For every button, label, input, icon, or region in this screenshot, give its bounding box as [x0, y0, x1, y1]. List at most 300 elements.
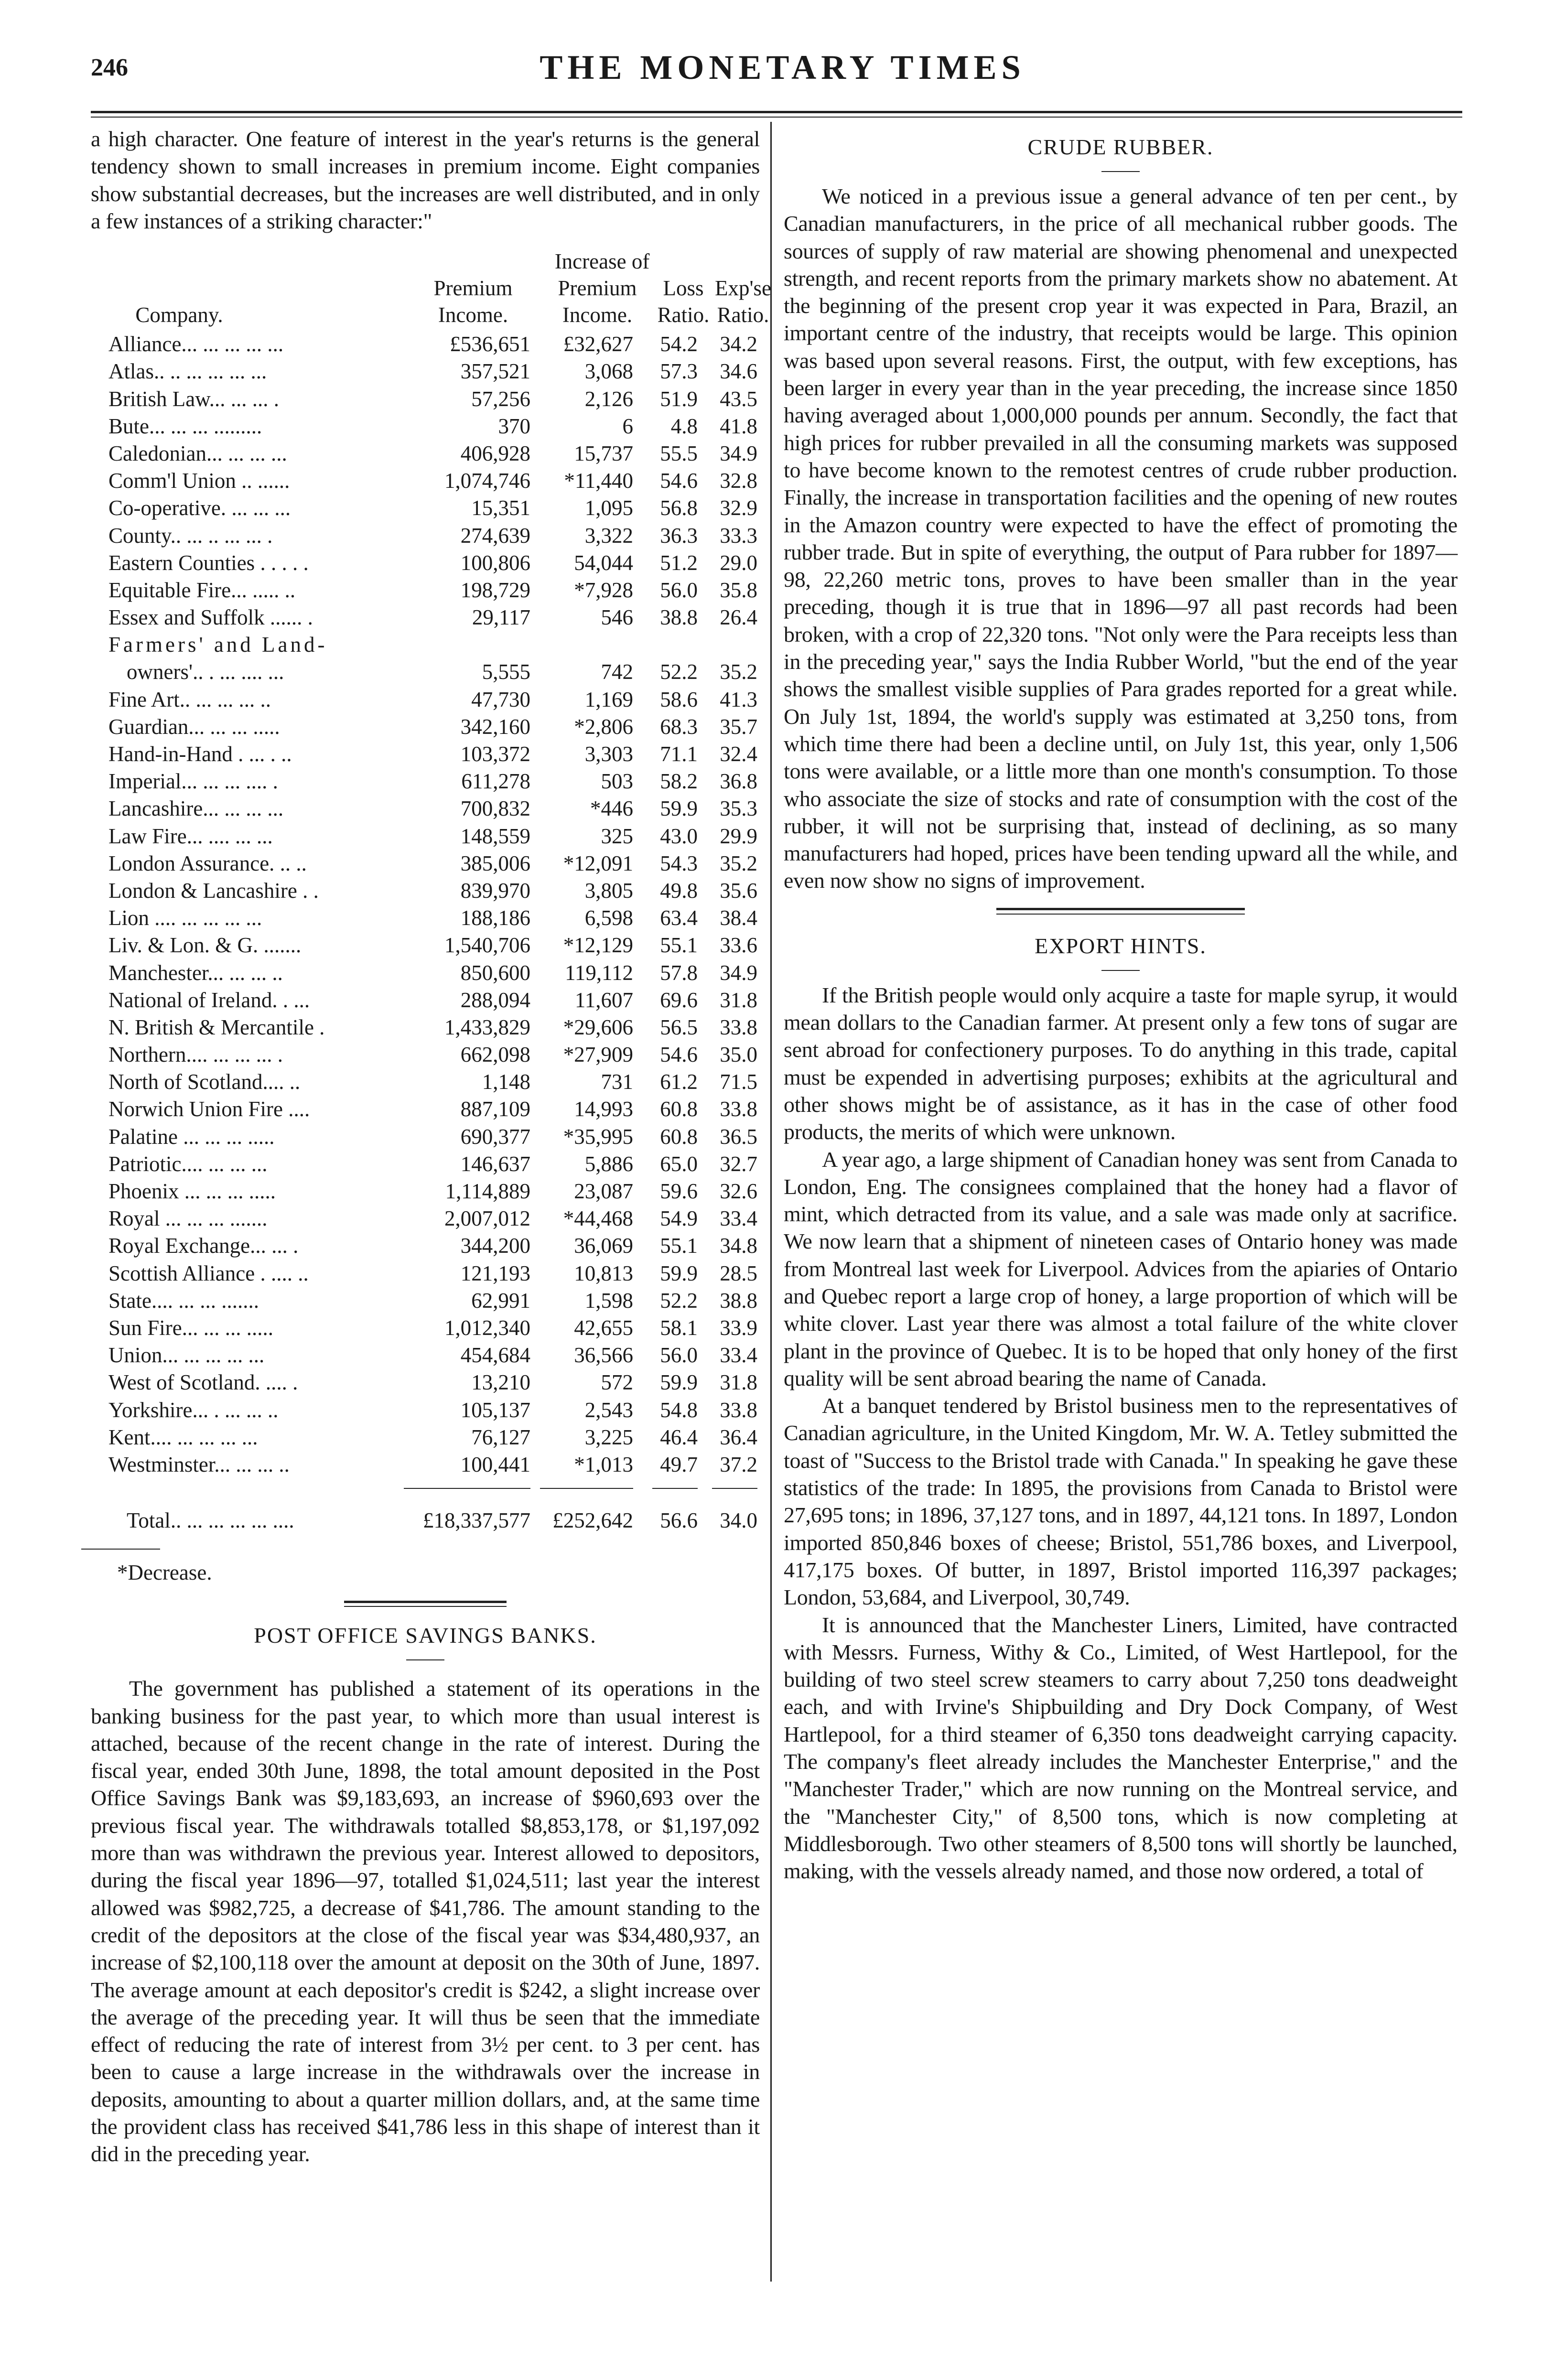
- premium-income: 47,730: [471, 687, 530, 711]
- loss-ratio: 56.0: [660, 578, 698, 602]
- expense-ratio: 28.5: [720, 1261, 757, 1285]
- loss-ratio: 59.9: [660, 1370, 698, 1395]
- company-name: British Law... ... ... .: [108, 387, 280, 411]
- table-row: [98, 823, 762, 850]
- premium-income: 198,729: [460, 578, 530, 602]
- expense-ratio: 32.7: [720, 1152, 757, 1176]
- section-rule-top: [344, 1601, 507, 1603]
- expense-ratio: 34.6: [720, 359, 757, 384]
- table-row: [98, 959, 762, 987]
- company-name: Lancashire... ... ... ...: [108, 797, 284, 821]
- expense-ratio: 35.7: [720, 714, 757, 739]
- premium-income: 15,351: [471, 496, 530, 520]
- company-name: N. British & Mercantile .: [108, 1015, 325, 1039]
- expense-ratio: 31.8: [720, 1370, 757, 1395]
- export-hints-paragraph: It is announced that the Manchester Liners, Limited, have contracted with Messrs. Furness, Withy & Co., Limited, of West Hartlepool, for the building of two steel screw steamers to carry about 7,250 tons deadweight each, and with Irvine's Shipbuilding and Dry Dock Company, of West Hartlepool, for a third steamer of 6,350 tons deadweight carrying capacity. The company's fleet already includes the Manchester Enterprise," and the "Manchester Trader," which are now running on the Montreal service, and the "Manchester City," of 8,500 tons, which is now completing at Middlesborough. Two other steamers of 8,500 tons will shortly be launched, making, with the vessels already named, and those now ordered, a total of: [784, 1612, 1457, 1884]
- total-premium: £18,337,577: [423, 1508, 530, 1533]
- premium-income: 2,007,012: [444, 1206, 530, 1231]
- premium-increase: 119,112: [565, 960, 633, 985]
- company-name: Westminster... ... ... ..: [108, 1452, 290, 1476]
- premium-increase: 325: [601, 824, 633, 848]
- loss-ratio: 51.9: [660, 387, 698, 411]
- post-office-article: [91, 1675, 760, 2167]
- premium-increase: 6: [622, 414, 633, 438]
- loss-ratio: 68.3: [660, 714, 698, 739]
- loss-ratio: 55.5: [660, 441, 698, 465]
- premium-increase: *7,928: [574, 578, 633, 602]
- premium-increase: *44,468: [563, 1206, 633, 1231]
- table-row: [98, 713, 762, 741]
- company-name: County.. ... .. ... ... .: [108, 523, 273, 548]
- export-hints-paragraph: If the British people would only acquire a taste for maple syrup, it would mean dollars to the Canadian farmer. At present only a few tons of sugar are sent abroad for confectionery purposes. To do anything in this trade, capital must be expended in advertising purposes; exhibits at the agricultural and other shows might be of assistance, as it has in the case of other food products, the merits of which were unknown.: [784, 982, 1457, 1144]
- expense-ratio: 71.5: [720, 1070, 757, 1094]
- premium-income: 700,832: [460, 797, 530, 821]
- premium-income: 288,094: [460, 988, 530, 1012]
- table-row: [98, 1342, 762, 1369]
- premium-income: 357,521: [460, 359, 530, 384]
- premium-income: £536,651: [450, 332, 530, 356]
- company-name: Kent.... ... ... ... ...: [108, 1425, 258, 1449]
- premium-increase: 54,044: [574, 550, 633, 575]
- expense-ratio: 29.9: [720, 824, 757, 848]
- table-row: [98, 1397, 762, 1424]
- premium-income: 1,540,706: [444, 933, 530, 958]
- premium-increase: 731: [601, 1070, 633, 1094]
- expense-ratio: 35.3: [720, 797, 757, 821]
- premium-increase: *12,091: [563, 851, 633, 875]
- expense-ratio: 36.4: [720, 1425, 757, 1449]
- total-rule-2: [540, 1488, 633, 1489]
- intro-paragraph: [91, 125, 760, 235]
- company-name: Fine Art.. ... ... ... ..: [108, 687, 271, 711]
- heading-dash: [406, 1659, 444, 1660]
- company-name: Equitable Fire... ..... ..: [108, 578, 296, 602]
- premium-increase: 3,068: [584, 359, 633, 384]
- expense-ratio: 34.9: [720, 960, 757, 985]
- table-row: [98, 386, 762, 413]
- table-row: [98, 1424, 762, 1451]
- company-name: Lion .... ... ... ... ...: [108, 906, 262, 930]
- premium-increase: 1,095: [584, 496, 633, 520]
- premium-income: 188,186: [460, 906, 530, 930]
- company-name: Union... ... ... ... ...: [108, 1343, 265, 1368]
- company-name: Phoenix ... ... ... .....: [108, 1179, 276, 1203]
- loss-ratio: 60.8: [660, 1124, 698, 1149]
- premium-increase: *12,129: [563, 933, 633, 958]
- crude-rubber-body: We noticed in a previous issue a general advance of ten per cent., by Canadian manufacturers, in the price of all mechanical rubber goods. The sources of supply of raw material are showing phenomenal and unexpected strength, and recent reports from the primary markets show no abatement. At the beginning of the present crop year it was expected in Para, Brazil, an important centre of the industry, that receipts would be large. This opinion was based upon several reasons. First, the output, with few exceptions, has been larger in every year than in the year preceding, the increase since 1850 having averaged about 1,000,000 pounds per annum. Secondly, the fact that high prices for rubber prevailed in all the consuming markets was supposed to have become known to the remotest centres of crude rubber production. Finally, the increase in transportation facilities and the opening of new routes in the Amazon country were expected to have the effect of promoting the rubber trade. But in spite of everything, the output of Para rubber for 1897—98, 22,260 metric tons, proves to have been smaller than in the year preceding, though it is true that in 1896—97 all past records had been broken, with a crop of 22,320 tons. "Not only were the Para receipts less than in the preceding year," says the India Rubber World, "but the end of the year shows the smallest visible supplies of Para grades reported for a great while. On July 1st, 1894, the world's supply was estimated at 3,250 tons, from which time there had been a decline until, on July 1st, this year, only 1,506 tons were available, or a little more than one month's consumption. To those who associate the size of stocks and rate of consumption with the cost of the rubber, it will not be surprising that, instead of declining, as so many manufacturers had hoped, prices have been tending upward all the while, and even now show no signs of improvement.: [784, 184, 1457, 893]
- expense-ratio: 32.4: [720, 742, 757, 766]
- company-name: Essex and Suffolk ...... .: [108, 605, 313, 630]
- premium-increase: 1,169: [584, 687, 633, 711]
- company-name: Manchester... ... ... ..: [108, 960, 283, 985]
- table-row: [98, 1041, 762, 1068]
- masthead-rule-bottom: [91, 117, 1462, 118]
- export-hints-paragraph: At a banquet tendered by Bristol business men to the representatives of Canadian agriculture, in the United Kingdom, Mr. W. A. Tetley submitted the toast of "Success to the Bristol trade with Canada." In speaking he gave these statistics of the trade: In 1895, the provisions from Canada to Bristol were 27,695 tons; in 1896, 37,127 tons, and in 1897, 44,121 tons. In 1897, London imported 850,846 boxes of cheese; Bristol, 551,786 boxes, and Liverpool, 417,175 boxes. Of butter, in 1897, Bristol imported 116,397 packages; London, 53,684, and Liverpool, 30,749.: [784, 1393, 1457, 1610]
- loss-ratio: 51.2: [660, 550, 698, 575]
- loss-ratio: 71.1: [660, 742, 698, 766]
- premium-increase: 42,655: [574, 1315, 633, 1340]
- footnote-decrease: *Decrease.: [117, 1561, 212, 1585]
- expense-ratio: 31.8: [720, 988, 757, 1012]
- section-rule-bottom: [344, 1606, 507, 1607]
- premium-increase: £32,627: [563, 332, 633, 356]
- company-name: Palatine ... ... ... .....: [108, 1124, 275, 1149]
- premium-income: 13,210: [471, 1370, 530, 1395]
- crude-rubber-article: [784, 183, 1457, 894]
- expense-ratio: 41.8: [720, 414, 757, 438]
- masthead-rule-top: [91, 111, 1462, 113]
- loss-ratio: 54.9: [660, 1206, 698, 1231]
- premium-income: 370: [498, 414, 530, 438]
- premium-increase: 10,813: [574, 1261, 633, 1285]
- loss-ratio: 59.9: [660, 1261, 698, 1285]
- expense-ratio: 35.6: [720, 878, 757, 903]
- table-row: [98, 768, 762, 795]
- table-row: [98, 1232, 762, 1260]
- premium-income: 454,684: [460, 1343, 530, 1368]
- company-name: Alliance... ... ... ... ...: [108, 332, 284, 356]
- header-increase-line2: Income.: [562, 303, 633, 327]
- premium-income: 344,200: [460, 1234, 530, 1258]
- table-row: [98, 1314, 762, 1342]
- loss-ratio: 49.7: [660, 1452, 698, 1476]
- premium-income: 100,806: [460, 550, 530, 575]
- premium-income: 103,372: [460, 742, 530, 766]
- premium-income: 29,117: [472, 605, 530, 630]
- premium-increase: 5,886: [584, 1152, 633, 1176]
- table-row: [98, 331, 762, 358]
- loss-ratio: 54.6: [660, 469, 698, 493]
- export-hints-article: [784, 981, 1457, 1885]
- company-name: Liv. & Lon. & G. .......: [108, 933, 302, 958]
- export-hints-heading: EXPORT HINTS.: [1035, 933, 1207, 958]
- company-name: Law Fire... .... ... ...: [108, 824, 273, 848]
- loss-ratio: 56.8: [660, 496, 698, 520]
- loss-ratio: 54.3: [660, 851, 698, 875]
- premium-income: 76,127: [471, 1425, 530, 1449]
- premium-increase: 14,993: [574, 1097, 633, 1121]
- loss-ratio: 58.6: [660, 687, 698, 711]
- premium-increase: 23,087: [574, 1179, 633, 1203]
- loss-ratio: 43.0: [660, 824, 698, 848]
- company-name: State.... ... ... .......: [108, 1288, 259, 1313]
- loss-ratio: 54.6: [660, 1043, 698, 1067]
- premium-increase: 546: [601, 605, 633, 630]
- premium-income: 887,109: [460, 1097, 530, 1121]
- company-name: Co-operative. ... ... ...: [108, 496, 291, 520]
- premium-increase: 2,543: [584, 1398, 633, 1422]
- company-name: North of Scotland.... ..: [108, 1070, 301, 1094]
- total-rule-3: [652, 1488, 698, 1489]
- premium-increase: 11,607: [574, 988, 633, 1012]
- loss-ratio: 46.4: [660, 1425, 698, 1449]
- loss-ratio: 56.5: [660, 1015, 698, 1039]
- loss-ratio: 49.8: [660, 878, 698, 903]
- premium-income: 121,193: [460, 1261, 530, 1285]
- expense-ratio: 35.2: [720, 851, 757, 875]
- heading-dash: [1101, 970, 1140, 971]
- expense-ratio: 33.9: [720, 1315, 757, 1340]
- section-rule-bottom: [996, 914, 1245, 915]
- table-row: [98, 1369, 762, 1396]
- premium-increase: *1,013: [574, 1452, 633, 1476]
- premium-income: 62,991: [471, 1288, 530, 1313]
- expense-ratio: 41.3: [720, 687, 757, 711]
- header-premium-line1: Premium: [433, 276, 513, 301]
- premium-increase: 36,069: [574, 1234, 633, 1258]
- loss-ratio: 65.0: [660, 1152, 698, 1176]
- table-row: [98, 467, 762, 495]
- total-label: Total.. ... ... ... ... ....: [127, 1508, 294, 1533]
- table-row: [98, 795, 762, 822]
- company-name: Norwich Union Fire ....: [108, 1097, 310, 1121]
- company-name: Imperial... ... ... .... .: [108, 769, 278, 794]
- total-rule-4: [712, 1488, 757, 1489]
- table-row: [98, 1451, 762, 1478]
- post-office-body: The government has published a statement of its operations in the banking business for the past year, to which more than usual interest is attached, because of the recent change in the rate of interest. During the fiscal year, ended 30th June, 1898, the total amount deposited in the Post Office Savings Bank was $9,183,693, an increase of $960,693 over the previous fiscal year. The withdrawals totalled $8,853,178, or $1,197,092 more than was withdrawn the previous year. Interest allowed to depositors, during the fiscal year 1896—97, totalled $1,024,511; last year the interest allowed was $982,725, a decrease of $41,786. The amount standing to the credit of the depositors at the close of the fiscal year was $34,480,937, an increase of $2,100,118 over the amount at deposit on the 30th of June, 1897. The average amount at each depositor's credit is $242, a slight increase over the average of the preceding year. It will thus be seen that the immediate effect of reducing the rate of interest from 3½ per cent. to 3 per cent. has been to cause a large increase in the withdrawals over the increase in deposits, amounting to about a quarter million dollars, and, at the same time the provident class has received $41,786 less in this shape of interest than it did in the preceding year.: [91, 1676, 760, 2166]
- company-name: Comm'l Union .. ......: [108, 469, 290, 493]
- expense-ratio: 33.3: [720, 523, 757, 548]
- insurance-table: [98, 248, 772, 1534]
- table-row: [98, 1123, 762, 1151]
- company-name: Scottish Alliance . .... ..: [108, 1261, 309, 1285]
- company-name: London Assurance. .. ..: [108, 851, 307, 875]
- premium-income: 5,555: [482, 660, 530, 684]
- table-row: [98, 905, 762, 932]
- expense-ratio: 32.8: [720, 469, 757, 493]
- expense-ratio: 35.2: [720, 660, 757, 684]
- heading-dash: [1101, 171, 1140, 172]
- expense-ratio: 33.8: [720, 1015, 757, 1039]
- premium-income: 146,637: [460, 1152, 530, 1176]
- premium-income: 1,012,340: [444, 1315, 530, 1340]
- company-name: West of Scotland. .... .: [108, 1370, 298, 1395]
- premium-increase: 1,598: [584, 1288, 633, 1313]
- table-row: [98, 987, 762, 1014]
- loss-ratio: 58.2: [660, 769, 698, 794]
- loss-ratio: 69.6: [660, 988, 698, 1012]
- expense-ratio: 33.6: [720, 933, 757, 958]
- table-row: [98, 413, 762, 440]
- company-name: Yorkshire... . ... ... ..: [108, 1398, 279, 1422]
- table-body: [98, 331, 762, 1478]
- premium-income: 1,433,829: [444, 1015, 530, 1039]
- page-number: 246: [91, 54, 128, 81]
- company-name: Farmers' and Land-: [108, 633, 328, 657]
- table-header: [98, 248, 772, 331]
- header-company: Company.: [135, 303, 223, 327]
- premium-increase: 15,737: [574, 441, 633, 465]
- premium-income: 105,137: [460, 1398, 530, 1422]
- expense-ratio: 26.4: [720, 605, 757, 630]
- table-row: [98, 741, 762, 768]
- loss-ratio: 59.9: [660, 797, 698, 821]
- intro-text: a high character. One feature of interest in the year's returns is the general tendency shown to small increases in premium income. Eight companies show substantial decreases, but the increases are well distributed, and in only a few instances of a striking character:": [91, 127, 760, 233]
- premium-income: 1,074,746: [444, 469, 530, 493]
- premium-increase: 572: [601, 1370, 633, 1395]
- expense-ratio: 36.8: [720, 769, 757, 794]
- premium-increase: *2,806: [574, 714, 633, 739]
- loss-ratio: 57.3: [660, 359, 698, 384]
- premium-income: 839,970: [460, 878, 530, 903]
- loss-ratio: 4.8: [670, 414, 698, 438]
- table-row: [98, 1014, 762, 1041]
- table-row: [98, 658, 762, 686]
- post-office-heading: POST OFFICE SAVINGS BANKS.: [254, 1623, 597, 1648]
- table-row: [98, 1260, 762, 1287]
- premium-increase: 3,303: [584, 742, 633, 766]
- expense-ratio: 33.4: [720, 1343, 757, 1368]
- company-name: Guardian... ... ... .....: [108, 714, 280, 739]
- premium-income: 57,256: [471, 387, 530, 411]
- company-name: Royal ... ... ... .......: [108, 1206, 268, 1231]
- premium-income: 342,160: [460, 714, 530, 739]
- table-row: [98, 850, 762, 877]
- premium-income: 611,278: [461, 769, 530, 794]
- company-name: Eastern Counties . . . . .: [108, 550, 309, 575]
- expense-ratio: 35.0: [720, 1043, 757, 1067]
- masthead-title: THE MONETARY TIMES: [540, 48, 1025, 86]
- loss-ratio: 55.1: [660, 933, 698, 958]
- table-row: [98, 686, 762, 713]
- company-name: National of Ireland. . ...: [108, 988, 310, 1012]
- premium-income: 274,639: [460, 523, 530, 548]
- premium-increase: *35,995: [563, 1124, 633, 1149]
- premium-increase: 742: [601, 660, 633, 684]
- export-hints-paragraph: A year ago, a large shipment of Canadian honey was sent from Canada to London, Eng. The consignees complained that the honey had a flavor of mint, which detracted from its value, and a sale was made only at sacrifice. We now learn that a shipment of nineteen cases of Ontario honey was made from Montreal last week for Liverpool. Advices from the apiaries of Ontario and Quebec report a large crop of honey, a large proportion of which will be white clover. Last year there was almost a total failure of the white clover plant in the province of Quebec. It is to be hoped that only honey of the first quality will be sent abroad bearing the name of Canada.: [784, 1147, 1457, 1390]
- loss-ratio: 52.2: [660, 1288, 698, 1313]
- loss-ratio: 61.2: [660, 1070, 698, 1094]
- premium-increase: 3,322: [584, 523, 633, 548]
- loss-ratio: 57.8: [660, 960, 698, 985]
- expense-ratio: 38.4: [720, 906, 757, 930]
- expense-ratio: 33.8: [720, 1398, 757, 1422]
- right-column: [784, 133, 1457, 1885]
- loss-ratio: 63.4: [660, 906, 698, 930]
- expense-ratio: 34.9: [720, 441, 757, 465]
- loss-ratio: 52.2: [660, 660, 698, 684]
- expense-ratio: 32.6: [720, 1179, 757, 1203]
- loss-ratio: 54.2: [660, 332, 698, 356]
- premium-increase: 3,225: [584, 1425, 633, 1449]
- table-row: [98, 1205, 762, 1232]
- loss-ratio: 56.0: [660, 1343, 698, 1368]
- header-expense-line2: Ratio.: [717, 303, 769, 327]
- header-increase-of: Increase of: [554, 249, 650, 274]
- company-name: Northern.... ... ... ... .: [108, 1043, 283, 1067]
- premium-increase: 3,805: [584, 878, 633, 903]
- premium-income: 1,114,889: [445, 1179, 530, 1203]
- table-row: [98, 577, 762, 604]
- header-increase-line1: Premium: [558, 276, 637, 301]
- premium-income: 690,377: [460, 1124, 530, 1149]
- loss-ratio: 58.1: [660, 1315, 698, 1340]
- company-name: Sun Fire... ... ... .....: [108, 1315, 274, 1340]
- loss-ratio: 60.8: [660, 1097, 698, 1121]
- total-rule-1: [404, 1488, 530, 1489]
- table-row: [98, 549, 762, 577]
- table-row: [98, 522, 762, 549]
- premium-increase: 36,566: [574, 1343, 633, 1368]
- company-name: Royal Exchange... ... .: [108, 1234, 299, 1258]
- company-name: owners'.. . ... .... ...: [127, 660, 284, 684]
- company-name: Caledonian... ... ... ...: [108, 441, 287, 465]
- company-name: Hand-in-Hand . ... . ..: [108, 742, 292, 766]
- left-column: [91, 125, 772, 2168]
- loss-ratio: 36.3: [660, 523, 698, 548]
- premium-increase: *11,440: [564, 469, 633, 493]
- expense-ratio: 38.8: [720, 1288, 757, 1313]
- company-name: London & Lancashire . .: [108, 878, 319, 903]
- header-expense-line1: Exp'se: [714, 276, 772, 301]
- table-row: [98, 440, 762, 467]
- loss-ratio: 54.8: [660, 1398, 698, 1422]
- expense-ratio: 32.9: [720, 496, 757, 520]
- expense-ratio: 37.2: [720, 1452, 757, 1476]
- premium-increase: *446: [590, 797, 633, 821]
- premium-income: 385,006: [460, 851, 530, 875]
- expense-ratio: 33.4: [720, 1206, 757, 1231]
- table-row: [98, 1287, 762, 1314]
- expense-ratio: 33.8: [720, 1097, 757, 1121]
- table-row: [98, 631, 762, 658]
- premium-income: 850,600: [460, 960, 530, 985]
- header-premium-line2: Income.: [438, 303, 508, 327]
- section-rule-top: [996, 908, 1245, 910]
- premium-income: 100,441: [460, 1452, 530, 1476]
- table-row: [98, 877, 762, 905]
- total-expense: 34.0: [720, 1508, 757, 1533]
- expense-ratio: 34.2: [720, 332, 757, 356]
- column-divider: [770, 122, 772, 2282]
- table-row: [98, 1068, 762, 1096]
- expense-ratio: 34.8: [720, 1234, 757, 1258]
- premium-increase: 503: [601, 769, 633, 794]
- table-row: [98, 1151, 762, 1178]
- expense-ratio: 35.8: [720, 578, 757, 602]
- premium-increase: 6,598: [584, 906, 633, 930]
- premium-increase: 2,126: [584, 387, 633, 411]
- expense-ratio: 43.5: [720, 387, 757, 411]
- table-row: [98, 495, 762, 522]
- premium-income: 406,928: [460, 441, 530, 465]
- premium-income: 1,148: [482, 1070, 530, 1094]
- premium-increase: *29,606: [563, 1015, 633, 1039]
- loss-ratio: 59.6: [660, 1179, 698, 1203]
- table-row: [98, 932, 762, 959]
- company-name: Atlas.. .. ... ... ... ...: [108, 359, 267, 384]
- table-row: [98, 358, 762, 385]
- company-name: Bute... ... ... .........: [108, 414, 262, 438]
- table-total-row: [98, 1507, 762, 1534]
- crude-rubber-heading: CRUDE RUBBER.: [1027, 135, 1214, 159]
- total-increase: £252,642: [552, 1508, 633, 1533]
- premium-income: 148,559: [460, 824, 530, 848]
- total-loss: 56.6: [660, 1508, 698, 1533]
- header-loss-line1: Loss: [663, 276, 704, 301]
- expense-ratio: 36.5: [720, 1124, 757, 1149]
- company-name: Patriotic.... ... ... ...: [108, 1152, 268, 1176]
- table-row: [98, 1178, 762, 1205]
- header-loss-line2: Ratio.: [657, 303, 710, 327]
- premium-income: 662,098: [460, 1043, 530, 1067]
- expense-ratio: 29.0: [720, 550, 757, 575]
- table-row: [98, 1096, 762, 1123]
- premium-increase: *27,909: [563, 1043, 633, 1067]
- footnote-rule: [81, 1549, 160, 1550]
- table-row: [98, 604, 762, 631]
- loss-ratio: 55.1: [660, 1234, 698, 1258]
